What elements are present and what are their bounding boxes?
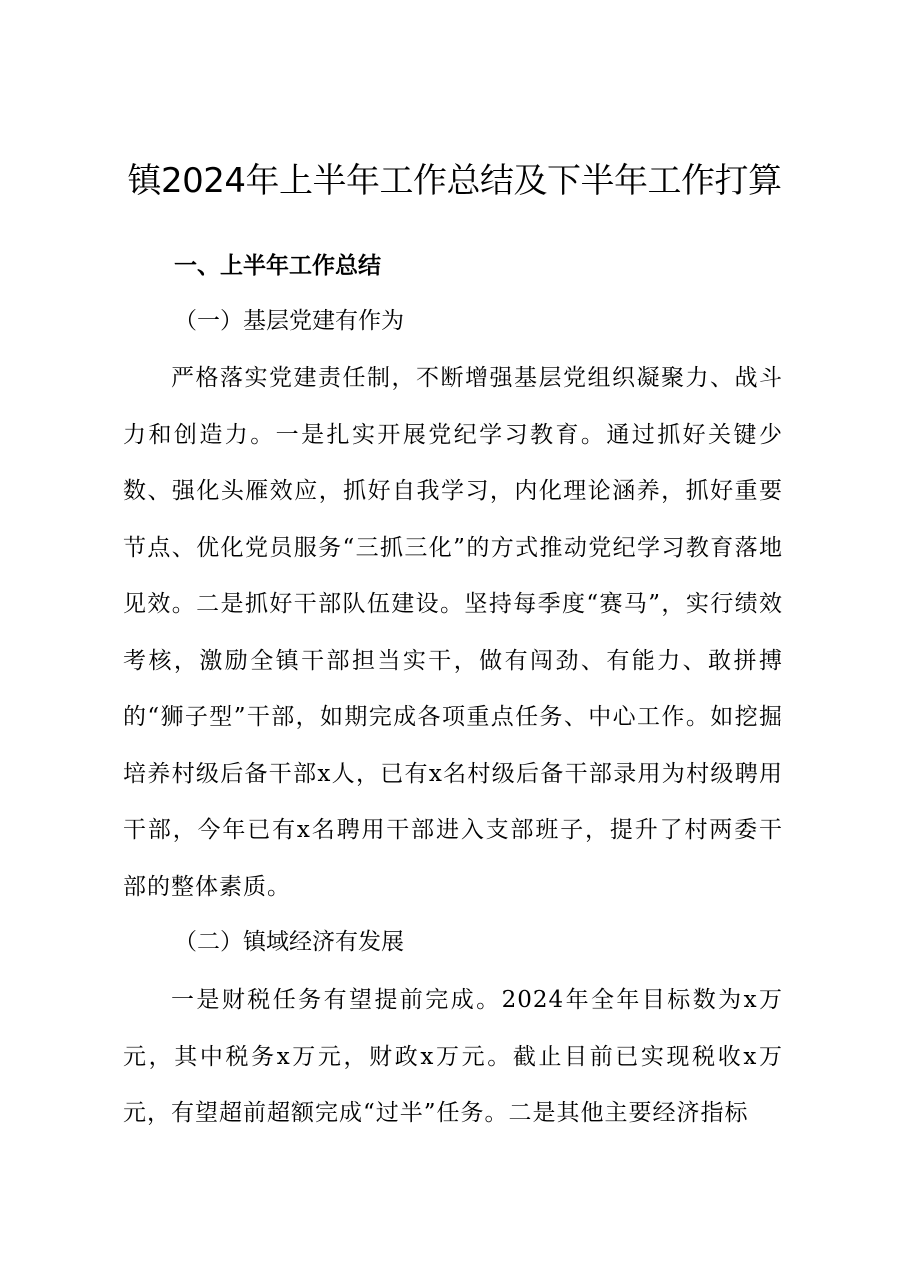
paragraph-party-building: 严格落实党建责任制，不断增强基层党组织凝聚力、战斗力和创造力。一是扎实开展党纪学习教育。通过抓好关键少数、强化头雁效应，抓好自我学习，内化理论涵养，抓好重要节点、优化党员服务“三抓三化”的方式推动党纪学习教育落地见效。二是抓好干部队伍建设。坚持每季度“赛马”，实行绩效考核，激励全镇干部担当实干，做有闯劲、有能力、敢拼搏的“狮子型”干部，如期完成各项重点任务、中心工作。如挖掘培养村级后备干部x人，已有x名村级后备干部录用为村级聘用干部，今年已有x名聘用干部进入支部班子，提升了村两委干部的整体素质。 <box>123 365 783 900</box>
section-heading-first-half-summary: 一、上半年工作总结 <box>174 253 381 279</box>
subsection-heading-party-building: （一）基层党建有作为 <box>174 308 404 334</box>
subsection-heading-town-economy: （二）镇域经济有发展 <box>174 929 404 955</box>
document-title: 镇2024年上半年工作总结及下半年工作打算 <box>127 161 782 201</box>
paragraph-town-economy: 一是财税任务有望提前完成。2024年全年目标数为x万元，其中税务x万元，财政x万元。截止目前已实现税收x万元，有望超前超额完成“过半”任务。二是其他主要经济指标 <box>123 987 783 1126</box>
